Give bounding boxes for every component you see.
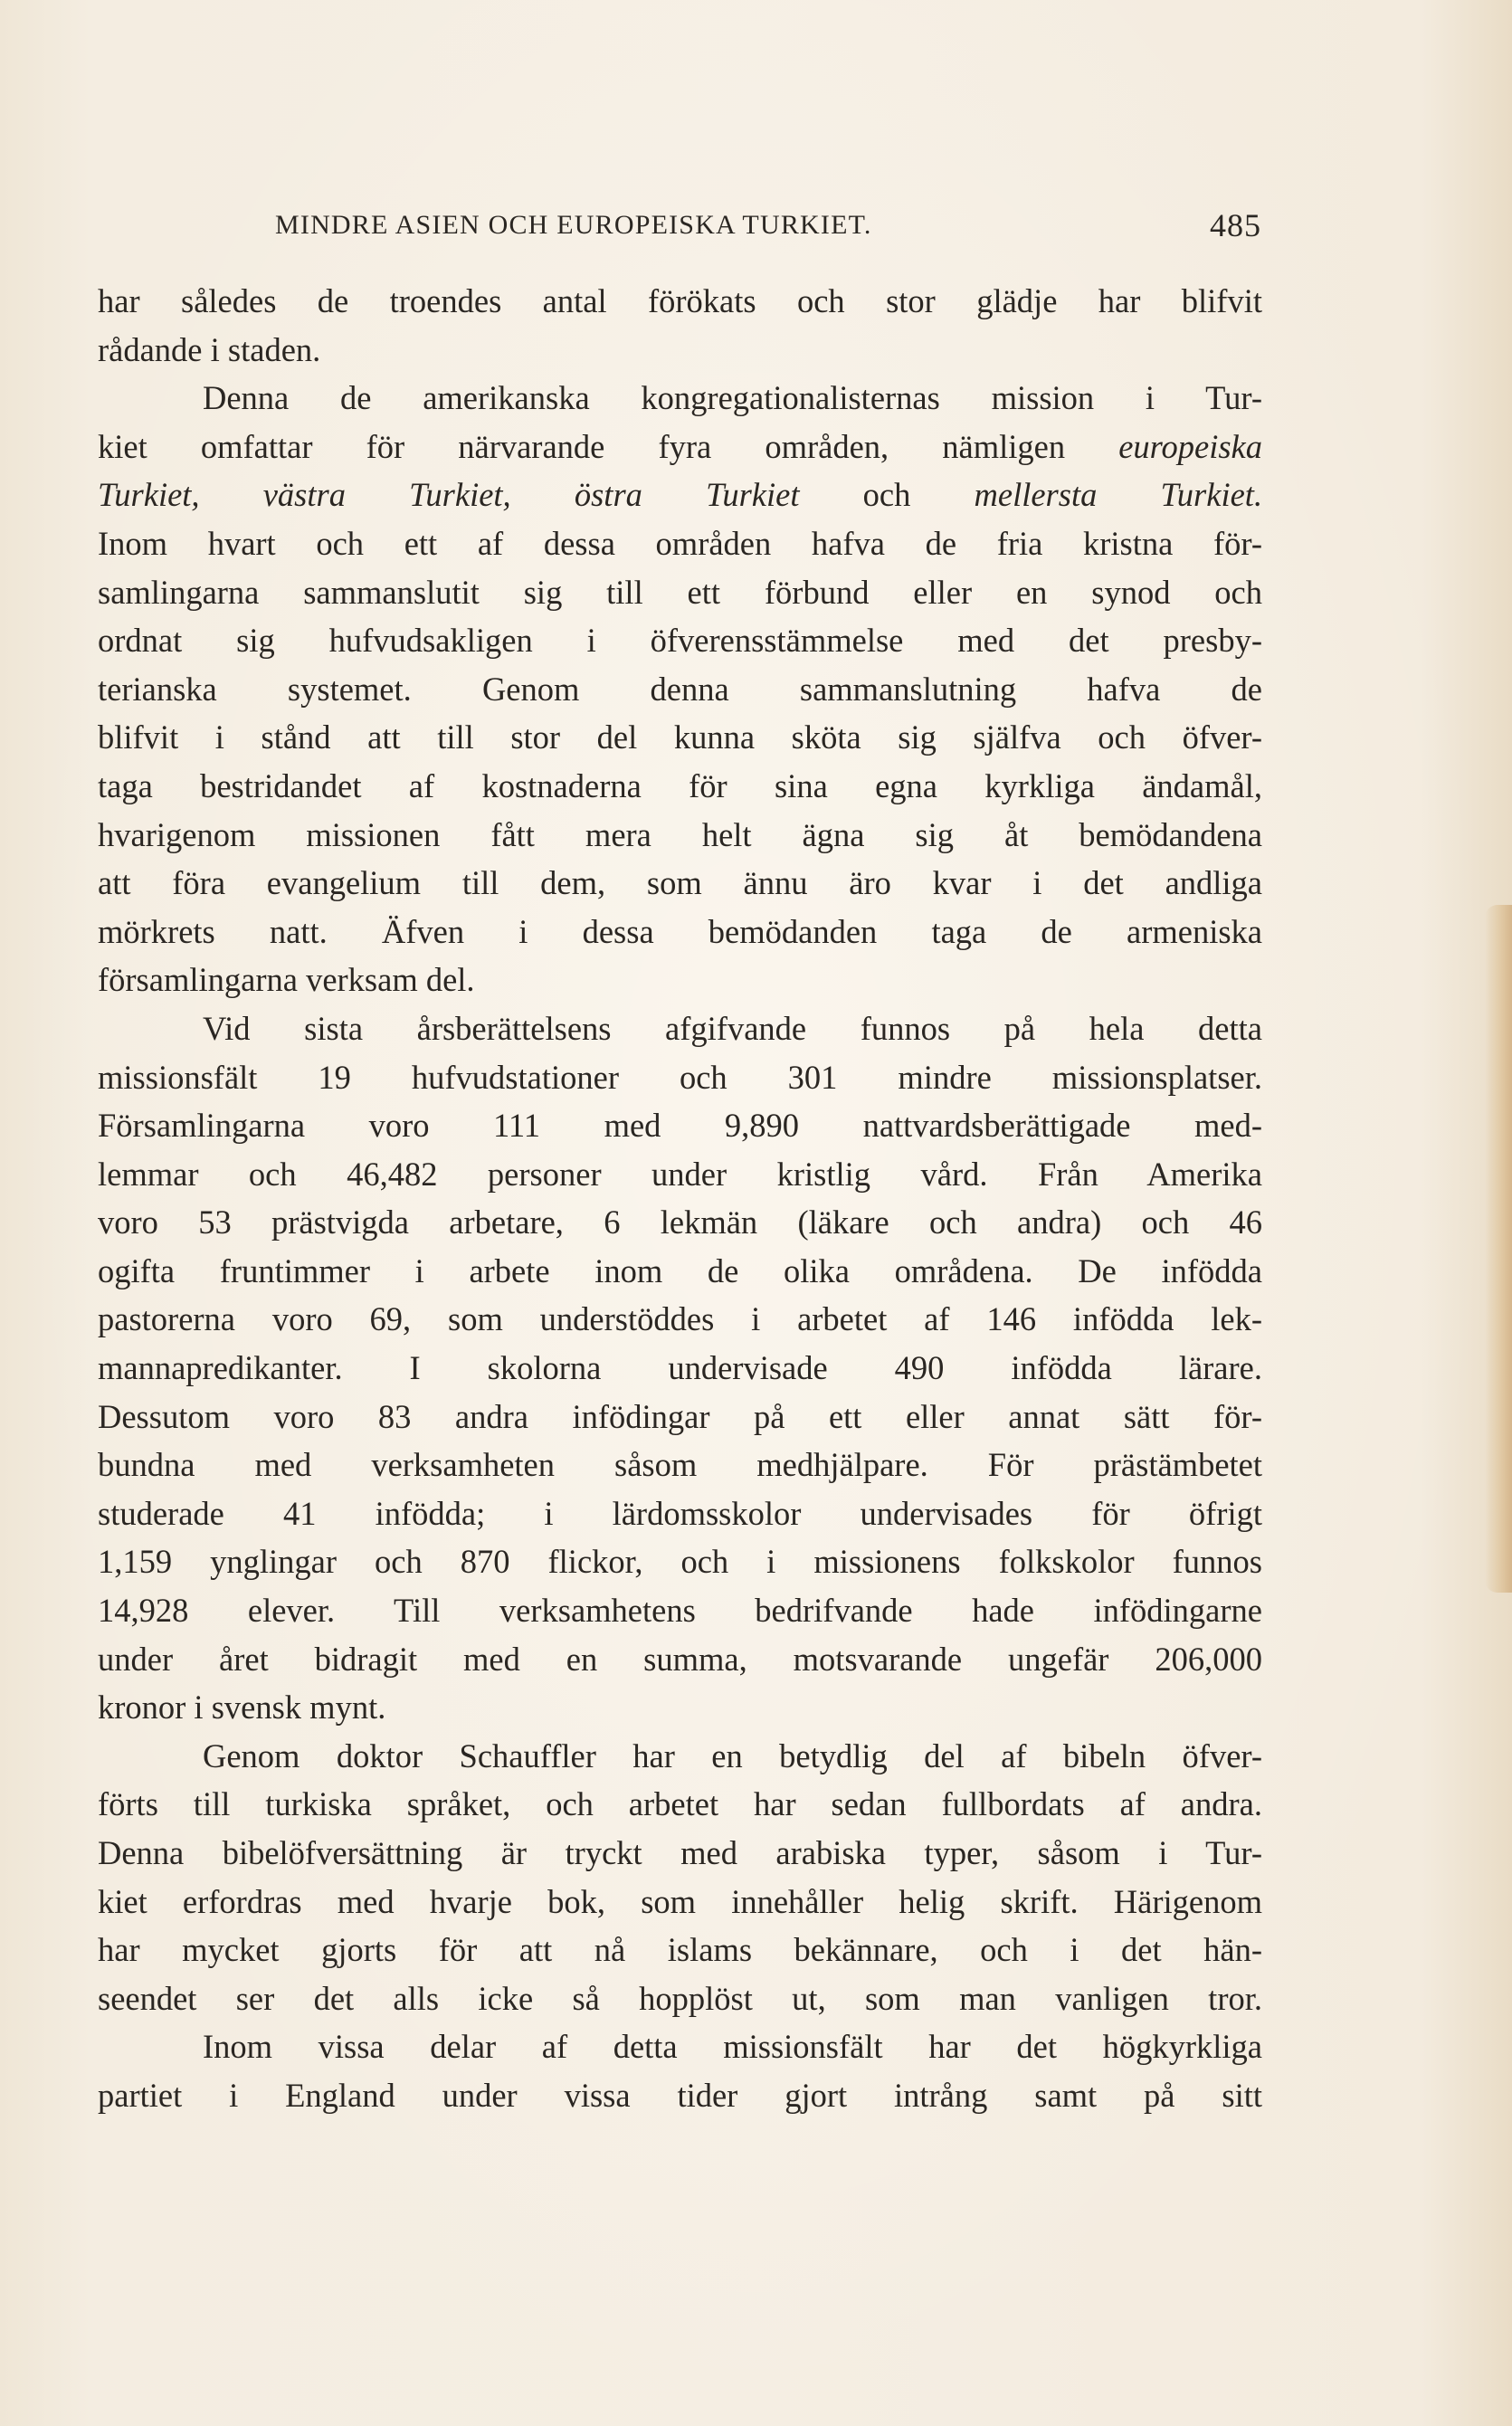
text-line: rådande i staden. xyxy=(98,330,321,368)
text-line: förts till turkiska språket, och arbetet har sedan fullbordats af andra. xyxy=(98,1785,1262,1823)
text-line: samlingarna sammanslutit sig till ett förbund eller en synod och xyxy=(98,573,1262,611)
text-line xyxy=(98,471,1262,519)
text-line: hvarigenom missionen fått mera helt ägna sig åt bemödandena xyxy=(98,815,1262,853)
text-line: 14,928 elever. Till verksamhetens bedrifvande hade infödingarne xyxy=(98,1592,1262,1630)
page-number: 485 xyxy=(1210,207,1261,243)
text-line: pastorerna voro 69, som understöddes i arbetet af 146 infödda lek- xyxy=(98,1300,1262,1338)
text-span: kiet omfattar för närvarande fyra områden, nämligen xyxy=(98,427,1066,465)
page-header xyxy=(275,207,1261,255)
text-line: mörkrets natt. Äfven i dessa bemödanden taga de armeniska xyxy=(98,912,1262,950)
text-line: att föra evangelium till dem, som ännu äro kvar i det andliga xyxy=(98,864,1262,902)
text-line: kronor i svensk mynt. xyxy=(98,1689,386,1727)
text-line: partiet i England under vissa tider gjort intrång samt på sitt xyxy=(98,2076,1262,2114)
text-line: mannapredikanter. I skolorna undervisade 490 infödda lärare. xyxy=(98,1349,1262,1387)
text-line: terianska systemet. Genom denna sammanslutning hafva de xyxy=(98,670,1262,708)
text-line: Dessutom voro 83 andra infödingar på ett eller annat sätt för- xyxy=(98,1397,1262,1435)
text-line: Inom hvart och ett af dessa områden hafva de fria kristna för- xyxy=(98,524,1262,562)
text-line: missionsfält 19 hufvudstationer och 301 mindre missionsplatser. xyxy=(98,1058,1262,1096)
page-edge-stain xyxy=(1485,905,1512,1593)
text-line: blifvit i stånd att till stor del kunna sköta sig själfva och öfver- xyxy=(98,718,1262,756)
text-line: taga bestridandet af kostnaderna för sina egna kyrkliga ändamål, xyxy=(98,766,1262,804)
body-text xyxy=(98,277,1262,2120)
text-line: Denna bibelöfversättning är tryckt med arabiska typer, såsom i Tur- xyxy=(98,1834,1262,1871)
text-line: har således de troendes antal förökats och stor glädje har blifvit xyxy=(98,282,1262,319)
italic-term: europeiska xyxy=(1118,427,1262,465)
italic-term: västra xyxy=(262,476,346,514)
text-line: voro 53 prästvigda arbetare, 6 lekmän (läkare och andra) och 46 xyxy=(98,1203,1262,1242)
italic-term: Turkiet, xyxy=(98,476,200,514)
italic-term: mellersta xyxy=(974,476,1098,514)
text-line: kiet erfordras med hvarje bok, som innehåller helig skrift. Härigenom xyxy=(98,1882,1262,1920)
text-line: studerade 41 infödda; i lärdomsskolor undervisades för öfrigt xyxy=(98,1494,1262,1532)
text-line xyxy=(98,423,1262,471)
text-line: ogifta fruntimmer i arbete inom de olika områdena. De infödda xyxy=(98,1251,1262,1289)
italic-term: Turkiet xyxy=(706,476,800,514)
text-span: och xyxy=(862,476,911,514)
text-line: lemmar och 46,482 personer under kristlig vård. Från Amerika xyxy=(98,1155,1262,1193)
paragraph-first-line: Inom vissa delar af detta missionsfält har det högkyrkliga xyxy=(203,2028,1262,2066)
running-head: MINDRE ASIEN OCH EUROPEISKA TURKIET. xyxy=(275,210,872,240)
paragraph-first-line: Denna de amerikanska kongregationalisternas mission i Tur- xyxy=(203,379,1262,417)
paragraph-first-line: Genom doktor Schauffler har en betydlig del af bibeln öfver- xyxy=(203,1736,1262,1774)
italic-term: Turkiet, xyxy=(409,476,511,514)
text-line: bundna med verksamheten såsom medhjälpare. För prästämbetet xyxy=(98,1446,1262,1484)
text-line: har mycket gjorts för att nå islams bekännare, och i det hän- xyxy=(98,1931,1262,1969)
text-line: seendet ser det alls icke så hopplöst ut, som man vanligen tror. xyxy=(98,1979,1262,2017)
text-line: ordnat sig hufvudsakligen i öfverensstämmelse med det presby- xyxy=(98,622,1262,660)
text-line: 1,159 ynglingar och 870 flickor, och i missionens folkskolor funnos xyxy=(98,1543,1262,1581)
paragraph-first-line: Vid sista årsberättelsens afgifvande funnos på hela detta xyxy=(203,1009,1262,1047)
italic-term: Turkiet. xyxy=(1160,476,1263,514)
text-line: församlingarna verksam del. xyxy=(98,961,475,999)
text-line: Församlingarna voro 111 med 9,890 nattvardsberättigade med- xyxy=(98,1107,1262,1145)
text-line: under året bidragit med en summa, motsvarande ungefär 206,000 xyxy=(98,1640,1262,1678)
italic-term: östra xyxy=(574,476,642,514)
